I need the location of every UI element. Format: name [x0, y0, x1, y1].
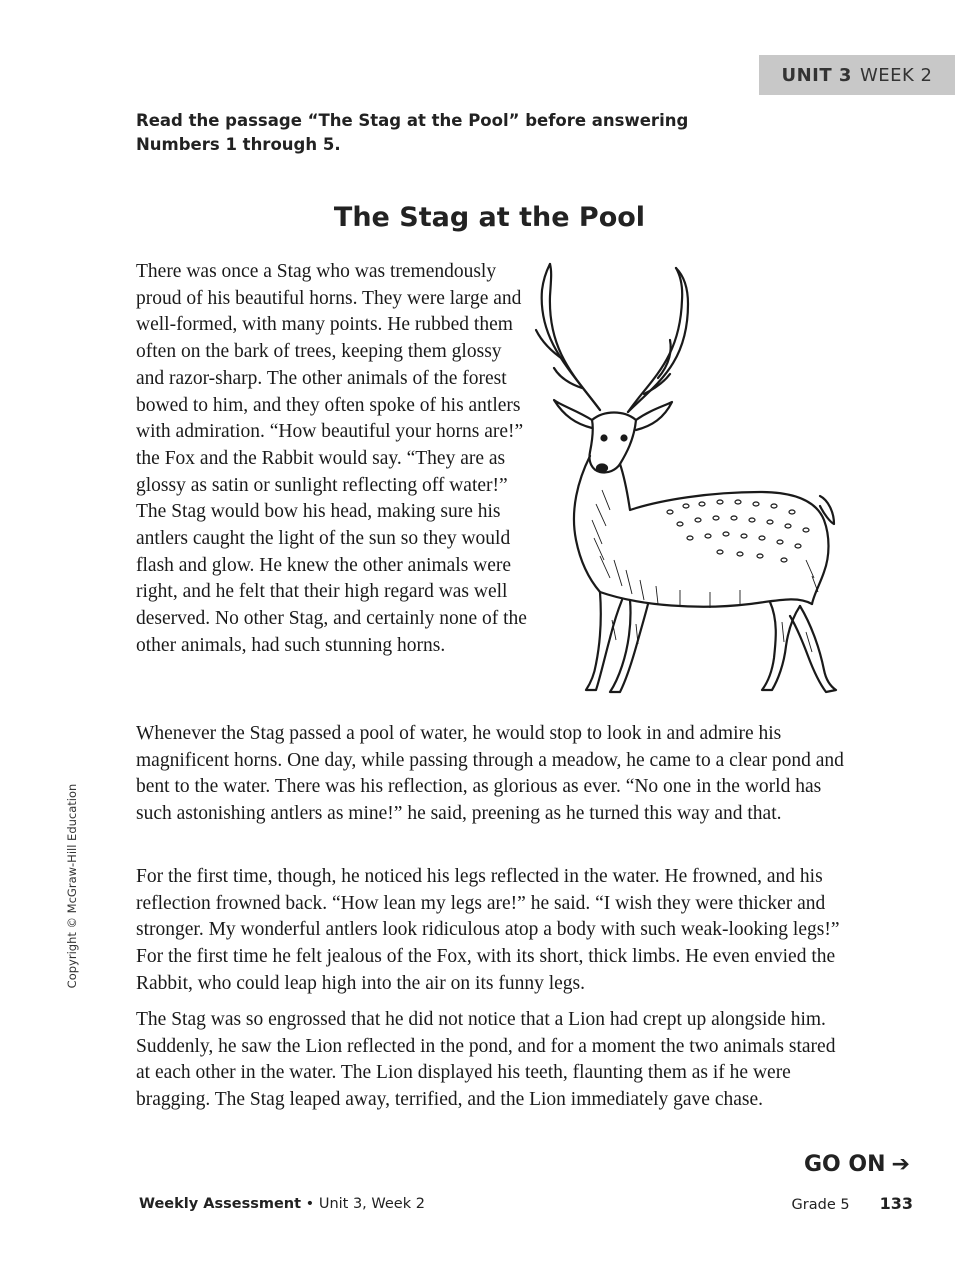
paragraph-1: There was once a Stag who was tremendously proud of his beautiful horns. They were large and well-formed, with many points. He rubbed them often on the bark of trees, keeping them glossy and razor-sharp. The other animals of the forest bowed to him, and they often spoke of his antlers with admiration. “How beautiful your horns are!” the Fox and the Rabbit would say. “They are as glossy as satin or sunlight reflecting off water!” The Stag would bow his head, making sure his antlers caught the light of the sun so they would flash and glow. He knew the other animals were right, and he felt that their high regard was well deserved. No other Stag, and certainly none of the other animals, had such stunning horns. — [136, 261, 527, 656]
paragraph-3: For the first time, though, he noticed his legs reflected in the water. He frowned, and his reflection frowned back. “How lean my legs are!” he said. “I wish they were thicker and stronger. My wonderful antlers look ridiculous atop a body with such weak-looking legs!” For the first time he felt jealous of the Fox, with its short, thick limbs. He even envied the Rabbit, who could leap high into the air on its funny legs. — [136, 866, 840, 994]
footer-assessment — [139, 1196, 425, 1212]
paragraph-2: Whenever the Stag passed a pool of water, he would stop to look in and admire his magnificent horns. One day, while passing through a meadow, he came to a clear pond and bent to the water. There was his reflection, as glorious as ever. “No one in the world has such astonishing antlers as mine!” he said, preening as he turned this way and that. — [136, 723, 844, 825]
arrow-right-icon: ➔ — [891, 1152, 910, 1177]
paragraph-4: The Stag was so engrossed that he did not notice that a Lion had crept up alongside him. Suddenly, he saw the Lion reflected in the pond, and for a moment the two animals stared at each other in the water. The Lion displayed his teeth, flaunting them as if he were bragging. The Stag leaped away, terrified, and the Lion immediately gave chase. — [136, 1009, 836, 1111]
instructions — [136, 109, 696, 157]
footer-separator: • — [301, 1196, 319, 1212]
unit-week-label: Unit 3, Week 2 — [318, 1196, 425, 1212]
go-on-indicator — [804, 1152, 910, 1177]
footer-page-info — [792, 1194, 913, 1213]
grade-label: Grade 5 — [791, 1197, 850, 1213]
assessment-label: Weekly Assessment — [139, 1196, 302, 1212]
instructions-line-2: Numbers 1 through 5. — [136, 135, 341, 154]
instructions-line-1: Read the passage “The Stag at the Pool” before answering — [136, 111, 689, 130]
stag-illustration-icon — [530, 260, 846, 696]
unit-label: UNIT 3 — [781, 64, 852, 86]
copyright-notice: Copyright © McGraw-Hill Education — [65, 783, 79, 989]
unit-week-tab — [759, 55, 955, 95]
week-label: WEEK 2 — [859, 64, 933, 86]
page-number: 133 — [879, 1194, 913, 1213]
passage-title: The Stag at the Pool — [333, 202, 646, 233]
go-on-label: GO ON — [804, 1152, 886, 1177]
